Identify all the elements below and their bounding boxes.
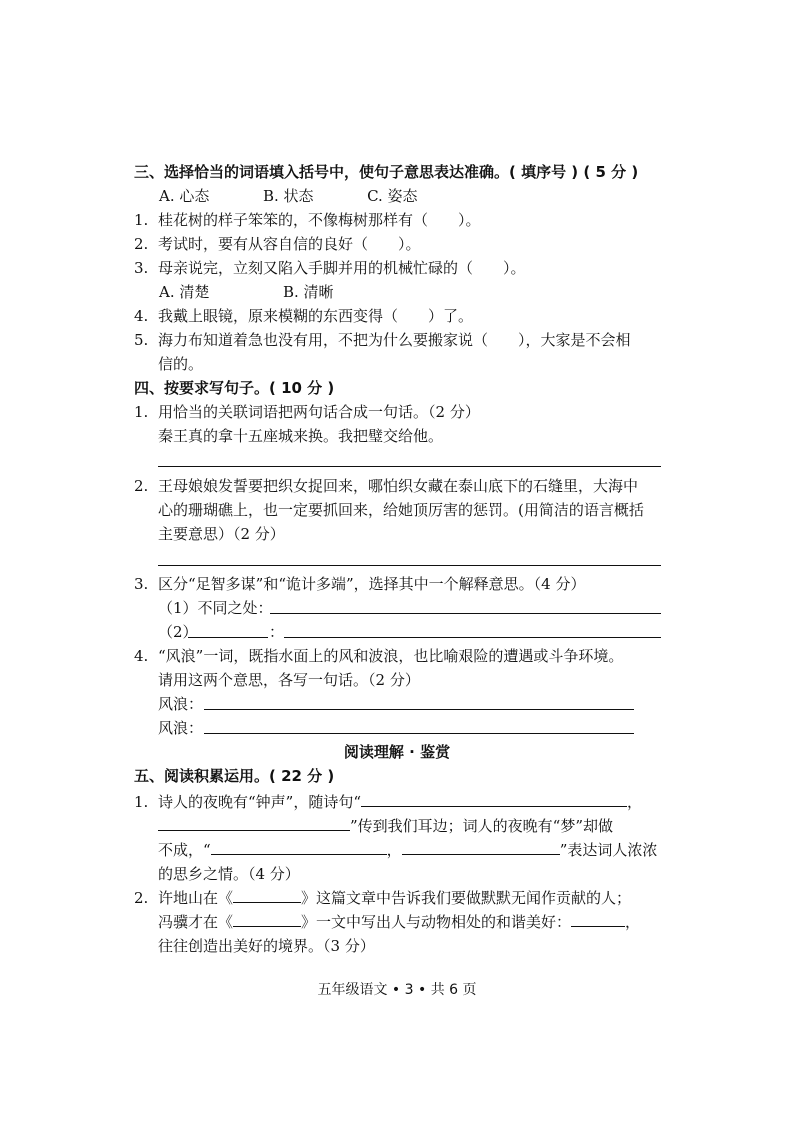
s5-question-1-line4: 的思乡之情。（4 分） (158, 865, 300, 883)
s5-question-1: 1. 诗人的夜晚有“钟声”，随诗句“ ， (134, 793, 643, 811)
blank-1-3[interactable] (211, 840, 387, 855)
section5-title: 五、阅读积累运用。( 22 分 ) (134, 767, 335, 785)
section4-title: 四、按要求写句子。( 10 分 ) (134, 379, 335, 397)
s4-question-3-sub1: （1）不同之处： (158, 599, 273, 617)
option2-b: B. 清晰 (282, 283, 334, 301)
answer-line-4-2[interactable] (204, 733, 634, 734)
s4-question-4-label1: 风浪： (158, 695, 204, 713)
page-footer: 五年级语文 • 3 • 共 6 页 (317, 982, 477, 998)
s3-question-1: 1. 桂花树的样子笨笨的，不像梅树那样有（ ）。 (134, 211, 481, 229)
option-a: A. 心态 (159, 187, 210, 205)
s3-question-4: 4. 我戴上眼镜，原来模糊的东西变得（ ）了。 (134, 307, 474, 325)
answer-line-3-2b[interactable] (284, 637, 661, 638)
s4-question-4-line2: 请用这两个意思，各写一句话。（2 分） (158, 671, 420, 689)
s3-question-5: 5. 海力布知道着急也没有用，不把为什么要搬家说（ ），大家是不会相 (134, 331, 631, 349)
blank-1-2[interactable] (158, 816, 350, 831)
s3-question-3: 3. 母亲说完，立刻又陷入手脚并用的机械忙碌的（ ）。 (134, 259, 526, 277)
s4-question-3: 3. 区分“足智多谋”和“诡计多端”，选择其中一个解释意思。（4 分） (134, 575, 586, 593)
blank-2-1[interactable] (233, 888, 301, 903)
s4-question-2-line2: 心的珊瑚礁上，也一定要抓回来，给她顶厉害的惩罚。(用简洁的语言概括 (158, 501, 644, 519)
s3-question-2: 2. 考试时，要有从容自信的良好（ ）。 (134, 235, 421, 253)
s5-question-2: 2. 许地山在《 》这篇文章中告诉我们要做默默无闻作贡献的人； (134, 889, 632, 907)
blank-1-1[interactable] (361, 792, 627, 807)
s5-question-1-line2: ”传到我们耳边；词人的夜晚有“梦”却做 (158, 816, 613, 836)
s4-question-1: 1. 用恰当的关联词语把两句话合成一句话。（2 分） (134, 403, 480, 421)
answer-line-3-1[interactable] (270, 613, 661, 614)
s4-question-2-line3: 主要意思）（2 分） (158, 525, 285, 543)
blank-2-3[interactable] (571, 912, 625, 927)
answer-line-4-1[interactable] (204, 709, 634, 710)
blank-2-2[interactable] (233, 912, 301, 927)
s5-question-2-line3: 往往创造出美好的境界。（3 分） (158, 937, 375, 955)
blank-1-4[interactable] (402, 840, 560, 855)
s4-question-2: 2. 王母娘娘发誓要把织女捉回来，哪怕织女藏在泰山底下的石缝里，大海中 (134, 477, 639, 495)
answer-line-3-2a[interactable] (188, 637, 268, 638)
s3-question-5-cont: 信的。 (158, 355, 204, 373)
s4-question-3-sub2: （2） (158, 623, 198, 641)
section3-options-2 (159, 282, 334, 302)
answer-line-2[interactable] (158, 565, 661, 566)
reading-section-header: 阅读理解 · 鉴赏 (343, 743, 451, 761)
s4-question-4: 4. “风浪”一词，既指水面上的风和波浪，也比喻艰险的遭遇或斗争环境。 (134, 647, 624, 665)
s5-question-1-line3: 不成，“ ， ”表达词人浓浓 (158, 841, 658, 859)
s4-question-1-sentence: 秦王真的拿十五座城来换。我把璧交给他。 (158, 427, 444, 445)
s4-question-3-colon: ： (269, 623, 285, 641)
answer-line-1[interactable] (158, 466, 661, 467)
option-b: B. 状态 (262, 187, 314, 205)
option-c: C. 姿态 (367, 187, 418, 205)
section3-options (159, 186, 418, 206)
s4-question-4-label2: 风浪： (158, 719, 204, 737)
option2-a: A. 清楚 (159, 283, 210, 301)
section3-title: 三、选择恰当的词语填入括号中，使句子意思表达准确。( 填序号 ) ( 5 分 ) (134, 163, 639, 181)
s5-question-2-line2: 冯骥才在《 》一文中写出人与动物相处的和谐美好： ， (158, 913, 641, 931)
